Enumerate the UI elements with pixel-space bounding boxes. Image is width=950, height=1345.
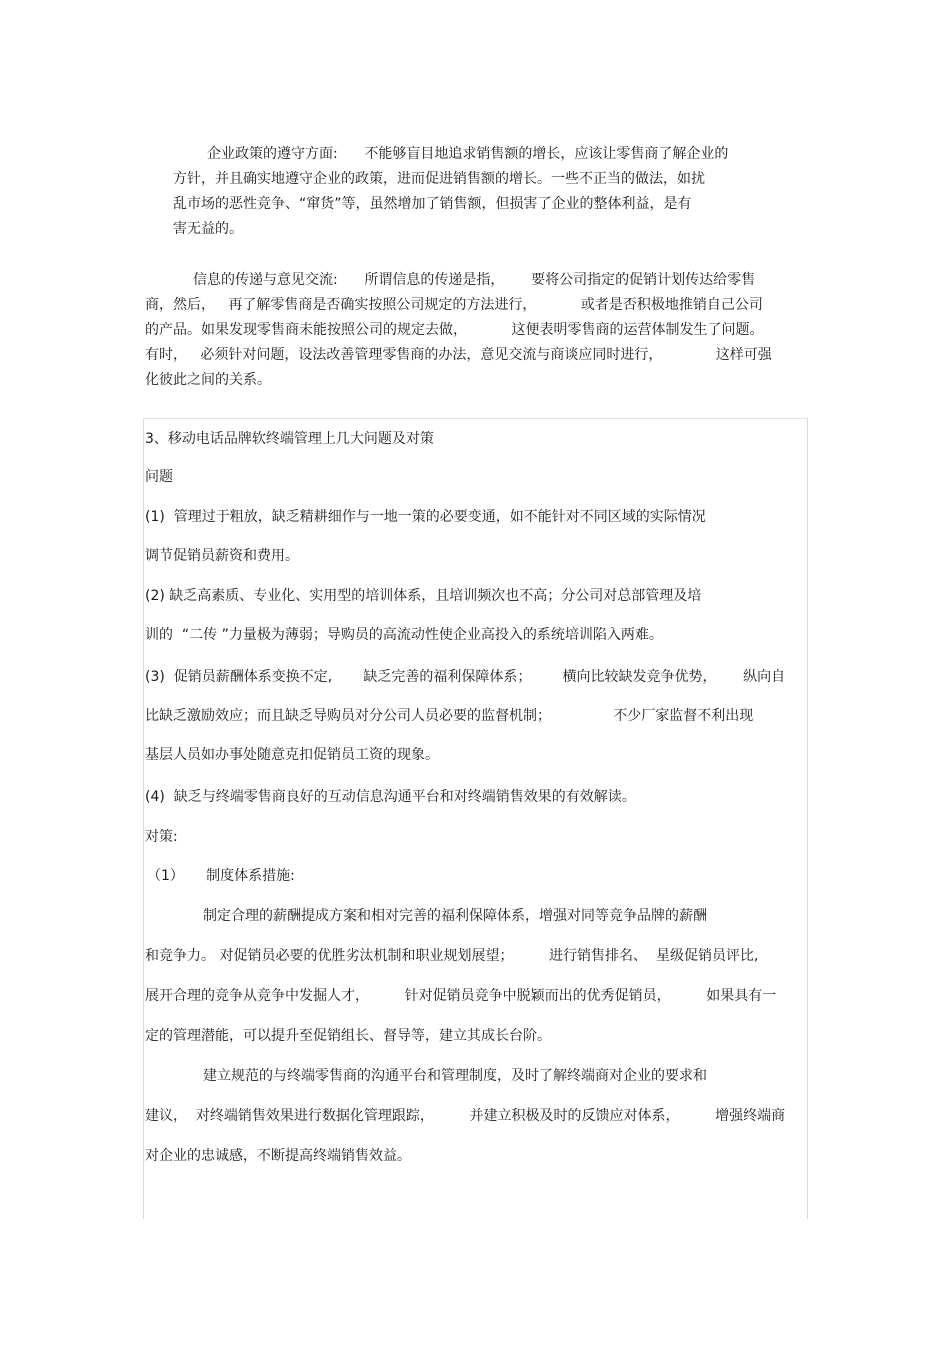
measure-1-heading: （1） 制度体系措施: [147, 868, 295, 884]
problem-line: 比缺乏激励效应；而且缺乏导购员对分公司人员必要的监督机制； 不少厂家监督不利出现 [145, 708, 754, 724]
problem-line: (3) 促销员薪酬体系变换不定, 缺乏完善的福利保障体系； 横向比较缺发竞争优势， 纵向自 [145, 669, 786, 685]
policy-line-3: 乱市场的恶性竞争、“窜货”等，虽然增加了销售额，但损害了企业的整体利益，是有 [173, 196, 692, 212]
communication-line-3: 的产品。如果发现零售商未能按照公司的规定去做， 这便表明零售商的运营体制发生了问题。 [145, 322, 764, 338]
measure-2-line: 对企业的忠诚感，不断提高终端销售效益。 [145, 1148, 411, 1164]
communication-line-4: 有时， 必须针对问题，设法改善管理零售商的办法，意见交流与商谈应同时进行， 这样可强 [145, 347, 772, 363]
measure-2-line: 建议， 对终端销售效果进行数据化管理跟踪， 并建立积极及时的反馈应对体系， 增强终端商 [145, 1108, 786, 1124]
problem-line: (1) 管理过于粗放，缺乏精耕细作与一地一策的必要变通，如不能针对不同区域的实际情况 [145, 509, 706, 525]
problem-line: 训的 “二传 ”力量极为薄弱；导购员的高流动性使企业高投入的系统培训陷入两难。 [145, 627, 663, 643]
policy-line-1: 企业政策的遵守方面: 不能够盲目地追求销售额的增长，应该让零售商了解企业的 [207, 146, 729, 162]
measure-1-line: 展开合理的竞争从竞争中发掘人才， 针对促销员竞争中脱颖而出的优秀促销员， 如果具有一 [145, 988, 777, 1004]
problems-label: 问题 [145, 469, 173, 485]
problem-line: (4) 缺乏与终端零售商良好的互动信息沟通平台和对终端销售效果的有效解读。 [145, 789, 636, 805]
measure-1-line: 定的管理潜能，可以提升至促销组长、督导等，建立其成长台阶。 [145, 1028, 551, 1044]
problem-line: 基层人员如办事处随意克扣促销员工资的现象。 [145, 747, 439, 763]
measures-label: 对策: [145, 829, 178, 845]
measure-2-line: 建立规范的与终端零售商的沟通平台和管理制度，及时了解终端商对企业的要求和 [203, 1068, 707, 1084]
policy-line-2: 方针，并且确实地遵守企业的政策，进而促进销售额的增长。一些不正当的做法，如扰 [173, 171, 705, 187]
communication-line-2: 商，然后， 再了解零售商是否确实按照公司规定的方法进行， 或者是否积极地推销自己公司 [145, 297, 763, 313]
measure-1-line: 制定合理的薪酬提成方案和相对完善的福利保障体系，增强对同等竞争品牌的薪酬 [203, 908, 707, 924]
section-title: 3、移动电话品牌软终端管理上几大问题及对策 [145, 431, 434, 447]
policy-line-4: 害无益的。 [173, 221, 243, 237]
problem-line: (2) 缺乏高素质、专业化、实用型的培训体系，且培训频次也不高；分公司对总部管理及培 [145, 588, 702, 604]
measure-1-line: 和竞争力。 对促销员必要的优胜劣汰机制和职业规划展望； 进行销售排名、 星级促销员评比, [145, 948, 759, 964]
communication-line-1: 信息的传递与意见交流: 所谓信息的传递是指， 要将公司指定的促销计划传达给零售 [193, 272, 756, 288]
problem-line: 调节促销员薪资和费用。 [145, 548, 299, 564]
section-box [143, 418, 808, 1219]
communication-line-5: 化彼此之间的关系。 [145, 372, 271, 388]
